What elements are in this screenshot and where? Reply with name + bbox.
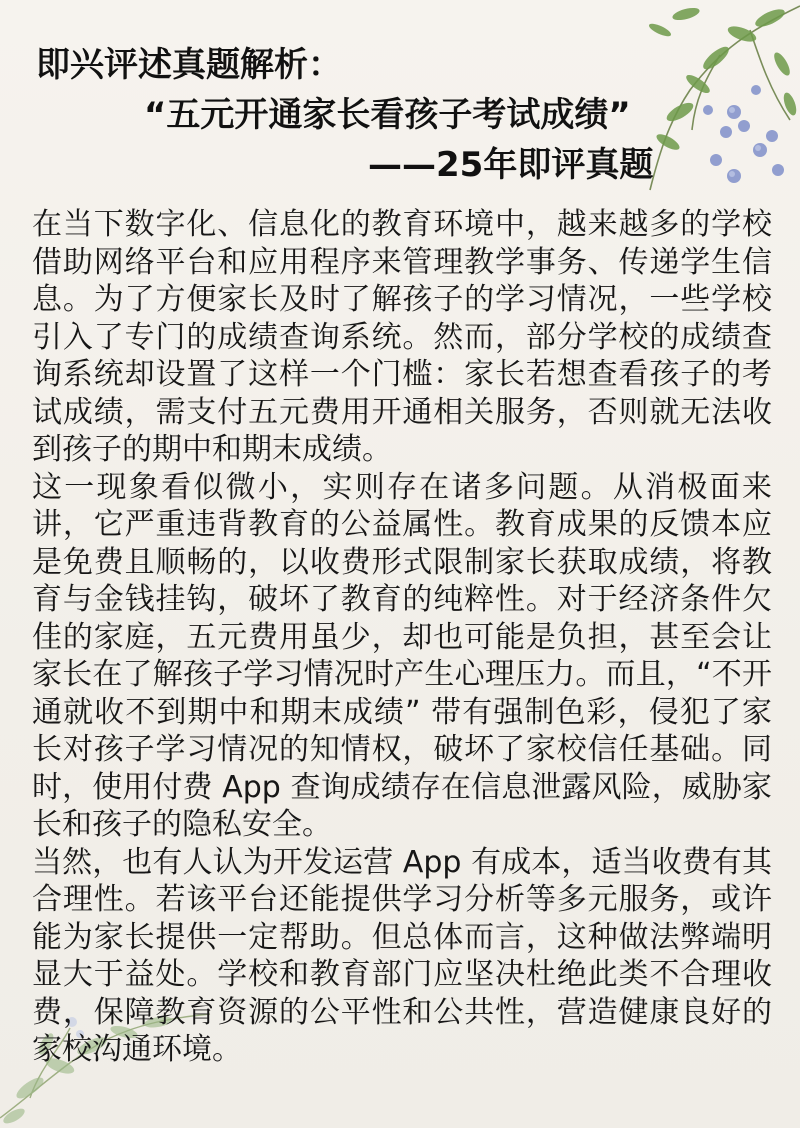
page-subtitle: “五元开通家长看孩子考试成绩” bbox=[144, 95, 631, 135]
paragraph: 这一现象看似微小，实则存在诸多问题。从消极面来讲，它严重违背教育的公益属性。教育成果的反馈本应是免费且顺畅的，以收费形式限制家长获取成绩，将教育与金钱挂钩，破坏了教育的纯粹性。对于经济条件欠佳的家庭，五元费用虽少，却也可能是负担，甚至会让家长在了解孩子学习情况时产生心理压力。而且，“不开通就收不到期中和期末成绩” 带有强制色彩，侵犯了家长对孩子学习情况的知情权，破坏了家校信任基础。同时，使用付费 App 查询成绩存在信息泄露风险，威胁家长和孩子的隐私安全。 bbox=[32, 469, 772, 842]
article-body bbox=[32, 206, 772, 1069]
title-block bbox=[36, 40, 756, 190]
paragraph: 当然，也有人认为开发运营 App 有成本，适当收费有其合理性。若该平台还能提供学习分析等多元服务，或许能为家长提供一定帮助。但总体而言，这种做法弊端明显大于益处。学校和教育部门应坚决杜绝此类不合理收费，保障教育资源的公平性和公共性，营造健康良好的家校沟通环境。 bbox=[32, 844, 772, 1067]
paragraph: 在当下数字化、信息化的教育环境中，越来越多的学校借助网络平台和应用程序来管理教学事务、传递学生信息。为了方便家长及时了解孩子的学习情况，一些学校引入了专门的成绩查询系统。然而，部分学校的成绩查询系统却设置了这样一个门槛：家长若想查看孩子的考试成绩，需支付五元费用开通相关服务，否则就无法收到孩子的期中和期末成绩。 bbox=[32, 207, 772, 467]
page-title: 即兴评述真题解析： bbox=[36, 45, 342, 85]
page-subtitle-source: ——25年即评真题 bbox=[368, 145, 654, 185]
